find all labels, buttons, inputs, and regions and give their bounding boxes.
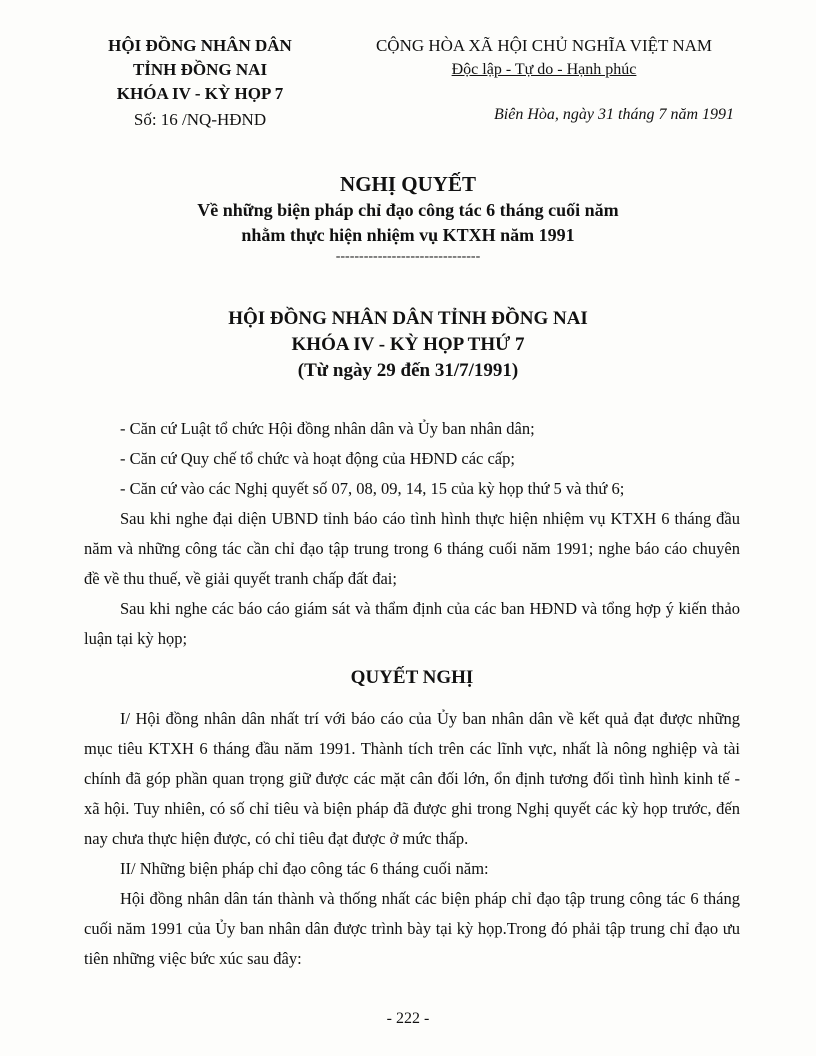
issuing-authority bbox=[62, 34, 338, 132]
council-session: KHÓA IV - KỲ HỌP THỨ 7 bbox=[291, 334, 525, 355]
document-date: Biên Hòa, ngày 31 tháng 7 năm 1991 bbox=[494, 106, 734, 123]
legal-basis-3: - Căn cứ vào các Nghị quyết số 07, 08, 09, 14, 15 của kỳ họp thứ 5 và thứ 6; bbox=[120, 479, 625, 498]
document-title-block bbox=[0, 170, 816, 266]
document-subtitle-line2: nhằm thực hiện nhiệm vụ KTXH năm 1991 bbox=[241, 225, 575, 245]
section-2-paragraph: Hội đồng nhân dân tán thành và thống nhất các biện pháp chỉ đạo tập trung công tác 6 tháng cuối năm 1991 của Ủy ban nhân dân được trình bày tại kỳ họp.Trong đó phải tập trung chỉ đạo ưu tiên những việc bức xúc sau đây: bbox=[84, 889, 740, 968]
council-dates: (Từ ngày 29 đến 31/7/1991) bbox=[297, 360, 519, 381]
preamble-paragraph-2: Sau khi nghe các báo cáo giám sát và thẩm định của các ban HĐND và tổng hợp ý kiến thảo luận tại kỳ họp; bbox=[84, 599, 740, 648]
national-motto: Độc lập - Tự do - Hạnh phúc bbox=[451, 61, 637, 78]
authority-province: TỈNH ĐỒNG NAI bbox=[132, 60, 268, 79]
nation-name: CỘNG HÒA XÃ HỘI CHỦ NGHĨA VIỆT NAM bbox=[375, 36, 713, 55]
section-2-heading: II/ Những biện pháp chỉ đạo công tác 6 tháng cuối năm: bbox=[120, 859, 489, 878]
document-number: Số: 16 /NQ-HĐND bbox=[133, 110, 267, 129]
council-heading bbox=[0, 306, 816, 384]
title-divider: ------------------------------- bbox=[335, 249, 481, 264]
national-header bbox=[348, 34, 740, 82]
council-name: HỘI ĐỒNG NHÂN DÂN TỈNH ĐỒNG NAI bbox=[228, 308, 588, 329]
section-1: I/ Hội đồng nhân dân nhất trí với báo cáo của Ủy ban nhân dân về kết quả đạt được những mục tiêu KTXH 6 tháng đầu năm 1991. Thành tích trên các lĩnh vực, nhất là nông nghiệp và tài chính đã góp phần quan trọng giữ được các mặt cân đối lớn, ổn định tương đối tình hình kinh tế - xã hội. Tuy nhiên, có số chỉ tiêu và biện pháp đã được ghi trong Nghị quyết các kỳ họp trước, đến nay chưa thực hiện được, có chỉ tiêu đạt được ở mức thấp. bbox=[84, 709, 740, 848]
legal-basis-1: - Căn cứ Luật tổ chức Hội đồng nhân dân và Ủy ban nhân dân; bbox=[120, 419, 535, 438]
preamble-paragraph-1: Sau khi nghe đại diện UBND tỉnh báo cáo tình hình thực hiện nhiệm vụ KTXH 6 tháng đầu năm và những công tác cần chỉ đạo tập trung trong 6 tháng cuối năm 1991; nghe báo cáo chuyên đề về thu thuế, về giải quyết tranh chấp đất đai; bbox=[84, 509, 740, 588]
document-body bbox=[84, 414, 740, 974]
authority-session: KHÓA IV - KỲ HỌP 7 bbox=[116, 84, 284, 103]
document-title: NGHỊ QUYẾT bbox=[340, 172, 476, 196]
legal-basis-2: - Căn cứ Quy chế tổ chức và hoạt động của HĐND các cấp; bbox=[120, 449, 515, 468]
document-subtitle-line1: Về những biện pháp chỉ đạo công tác 6 tháng cuối năm bbox=[197, 200, 619, 220]
authority-name: HỘI ĐỒNG NHÂN DÂN bbox=[108, 36, 292, 55]
decision-heading: QUYẾT NGHỊ bbox=[350, 667, 474, 688]
page-number: - 222 - bbox=[386, 1010, 430, 1027]
